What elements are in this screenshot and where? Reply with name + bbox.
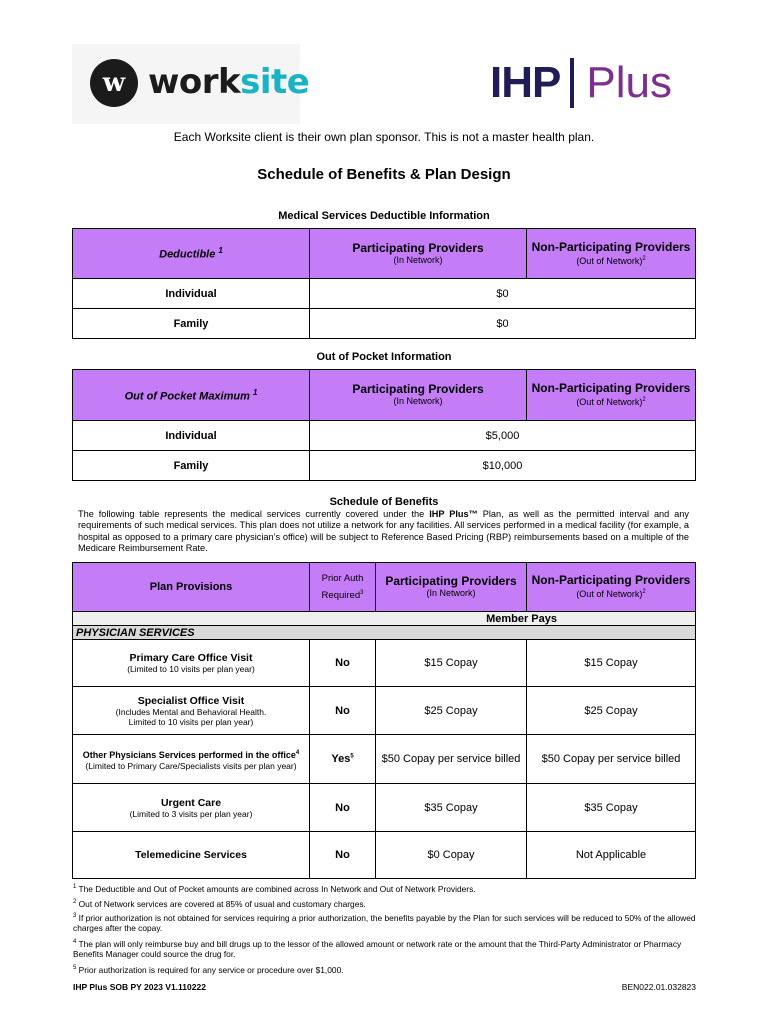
footnote-1: [73, 882, 698, 894]
worksite-logo-mark: [90, 59, 138, 107]
out-network-value: $25 Copay: [527, 687, 696, 735]
deductible-family-value: $0: [310, 309, 696, 339]
prior-auth-value: No: [310, 784, 376, 832]
in-network-value: $0 Copay: [376, 832, 527, 879]
service-name: Specialist Office Visit: [137, 694, 245, 707]
col-nonparticipating-sup: 2: [642, 589, 646, 595]
col-prior-auth-text: Prior Auth Required: [321, 572, 364, 602]
service-cell: [73, 784, 310, 832]
worksite-logo-part1: work: [148, 62, 241, 102]
footer-document-id: IHP Plus SOB PY 2023 V1.110222: [73, 982, 206, 992]
deductible-label-text: Deductible: [159, 248, 216, 261]
prior-auth-sup: 5: [350, 753, 354, 760]
col-nonparticipating-sub: [527, 395, 695, 408]
footnote-text: Out of Network services are covered at 85% of usual and customary charges.: [78, 898, 366, 909]
table-row: [73, 309, 696, 339]
col-participating-sub: (In Network): [393, 396, 443, 406]
service-cell: [73, 640, 310, 687]
table-row: [73, 451, 696, 481]
service-cell: [73, 735, 310, 784]
col-nonparticipating-sub: [527, 254, 695, 267]
service-name-text: Other Physicians Services performed in the office: [82, 750, 296, 760]
table-row: [73, 735, 696, 784]
table-row: [73, 784, 696, 832]
service-cell: [73, 832, 310, 879]
col-participating-label: Participating Providers: [352, 382, 484, 396]
oop-col-nonparticipating: [527, 370, 696, 421]
in-network-value: $25 Copay: [376, 687, 527, 735]
category-row: [73, 626, 696, 640]
footnote-text: If prior authorization is not obtained for services requiring a prior authorization, the benefits payable by the Plan for such services will be reduced to 50% of the allowed charges after the copay.: [73, 912, 696, 934]
deductible-family-label: Family: [73, 309, 310, 339]
ihp-logo-divider: [570, 58, 574, 108]
service-name: Telemedicine Services: [135, 849, 247, 861]
col-participating: [376, 563, 527, 612]
footnote-num: 2: [73, 899, 77, 905]
service-name: Urgent Care: [160, 796, 222, 809]
table-row: [73, 640, 696, 687]
table-row: [73, 687, 696, 735]
service-note: (Limited to Primary Care/Specialists visits per plan year): [85, 761, 297, 771]
schedule-heading: Schedule of Benefits: [329, 496, 439, 508]
deductible-label-sup: 1: [218, 246, 223, 256]
worksite-logo: [72, 44, 310, 124]
footnote-num: 1: [73, 884, 77, 890]
table-row: [73, 832, 696, 879]
col-nonparticipating-sub: [527, 587, 695, 600]
schedule-desc-post: Plan, as well as the permitted interval and any requirements of such medical services. This plan does not utilize a network for any facilities. All services performed in a medical facility (for example, a hospital as opposed to a primary care physician’s office) will be subject to Reference Based Pricing (RBP) reimbursements based on a multiple of the Medicare Reimbursement Rate.: [78, 509, 689, 554]
service-note: (Limited to 10 visits per plan year): [127, 664, 255, 674]
ihp-logo-part2: Plus: [586, 58, 672, 107]
worksite-logo-text: [148, 64, 309, 100]
oop-table: [72, 369, 696, 481]
oop-label: [73, 370, 310, 421]
footnote-num: 5: [73, 965, 77, 971]
category-physician-services: PHYSICIAN SERVICES: [73, 626, 696, 640]
oop-label-text: Out of Pocket Maximum: [124, 390, 250, 403]
footnote-3: [73, 911, 698, 934]
prior-auth-value: [310, 735, 376, 784]
col-participating-sub: (In Network): [393, 254, 443, 265]
col-nonparticipating-label: Non-Participating Providers: [531, 381, 691, 395]
service-note: (Limited to 3 visits per plan year): [129, 808, 253, 819]
member-pays-label: Member Pays: [73, 612, 696, 626]
out-network-value: $50 Copay per service billed: [527, 735, 696, 784]
deductible-col-nonparticipating: [527, 229, 696, 279]
col-nonparticipating-label: Non-Participating Providers: [531, 239, 691, 254]
benefits-table: [72, 562, 696, 879]
worksite-logo-letter: w: [102, 68, 126, 98]
ihp-plus-logo: [490, 58, 672, 108]
prior-auth-value: No: [310, 687, 376, 735]
col-prior-auth: [310, 563, 376, 612]
deductible-individual-label: Individual: [73, 279, 310, 309]
oop-col-participating: [310, 370, 527, 421]
footer-form-code: BEN022.01.032823: [621, 982, 696, 992]
col-nonparticipating-sub-text: (Out of Network): [576, 255, 643, 266]
footnote-text: The Deductible and Out of Pocket amounts are combined across In Network and Out of Network Providers.: [78, 883, 476, 894]
in-network-value: $35 Copay: [376, 784, 527, 832]
footnote-num: 3: [73, 913, 77, 919]
col-nonparticipating-label: Non-Participating Providers: [531, 573, 691, 587]
col-nonparticipating-sup: 2: [642, 397, 646, 403]
deductible-col-participating: [310, 229, 527, 279]
col-plan-provisions: Plan Provisions: [73, 563, 310, 612]
footnote-5: [73, 963, 698, 975]
deductible-header-row: [73, 229, 696, 279]
deductible-individual-value: $0: [310, 279, 696, 309]
footnote-text: The plan will only reimburse buy and bill drugs up to the lessor of the allowed amount or network rate or the amount that the Third-Party Administrator or Pharmacy Benefits Manager could source the drug for.: [73, 938, 682, 960]
member-pays-row: [73, 612, 696, 626]
out-network-value: $35 Copay: [527, 784, 696, 832]
deductible-table: [72, 228, 696, 339]
col-nonparticipating-sub-text: (Out of Network): [576, 397, 643, 407]
footnote-text: Prior authorization is required for any service or procedure over $1,000.: [78, 964, 344, 975]
oop-family-value: $10,000: [310, 451, 696, 481]
oop-header-row: [73, 370, 696, 421]
col-nonparticipating-sup: 2: [642, 255, 646, 262]
col-nonparticipating-sub-text: (Out of Network): [576, 589, 643, 599]
worksite-logo-part2: site: [240, 62, 310, 102]
schedule-desc-plan-name: IHP Plus™: [429, 509, 478, 519]
prior-auth-value: No: [310, 640, 376, 687]
service-name-sup: 4: [295, 750, 300, 756]
in-network-value: $15 Copay: [376, 640, 527, 687]
service-name: [73, 747, 309, 761]
footnote-num: 4: [73, 939, 77, 945]
col-participating-label: Participating Providers: [352, 240, 484, 255]
col-participating-sub: (In Network): [426, 588, 476, 598]
benefits-header-row: [73, 563, 696, 612]
col-nonparticipating: [527, 563, 696, 612]
service-cell: [73, 687, 310, 735]
col-participating-label: Participating Providers: [385, 574, 517, 588]
oop-individual-label: Individual: [73, 421, 310, 451]
table-row: [73, 279, 696, 309]
service-note: Limited to 10 visits per plan year): [128, 716, 254, 727]
service-note: (Includes Mental and Behavioral Health.: [115, 706, 267, 717]
oop-label-sup: 1: [252, 387, 258, 397]
schedule-description: [78, 509, 689, 555]
oop-heading: Out of Pocket Information: [316, 351, 452, 363]
service-name: Primary Care Office Visit: [129, 652, 253, 664]
footnote-4: [73, 937, 698, 960]
col-prior-auth-sup: 3: [360, 589, 364, 596]
table-row: [73, 421, 696, 451]
plan-sponsor-note: Each Worksite client is their own plan sponsor. This is not a master health plan.: [173, 130, 595, 144]
page-title: Schedule of Benefits & Plan Design: [257, 166, 511, 183]
oop-individual-value: $5,000: [310, 421, 696, 451]
prior-auth-text: Yes: [331, 753, 351, 765]
footnote-2: [73, 897, 698, 909]
oop-family-label: Family: [73, 451, 310, 481]
in-network-value: $50 Copay per service billed: [376, 735, 527, 784]
schedule-desc-pre: The following table represents the medical services currently covered under the: [78, 509, 430, 519]
deductible-label: [73, 229, 310, 279]
deductible-heading: Medical Services Deductible Information: [278, 210, 490, 222]
out-network-value: Not Applicable: [527, 832, 696, 879]
out-network-value: $15 Copay: [527, 640, 696, 687]
prior-auth-value: No: [310, 832, 376, 879]
ihp-logo-part1: IHP: [490, 58, 561, 107]
